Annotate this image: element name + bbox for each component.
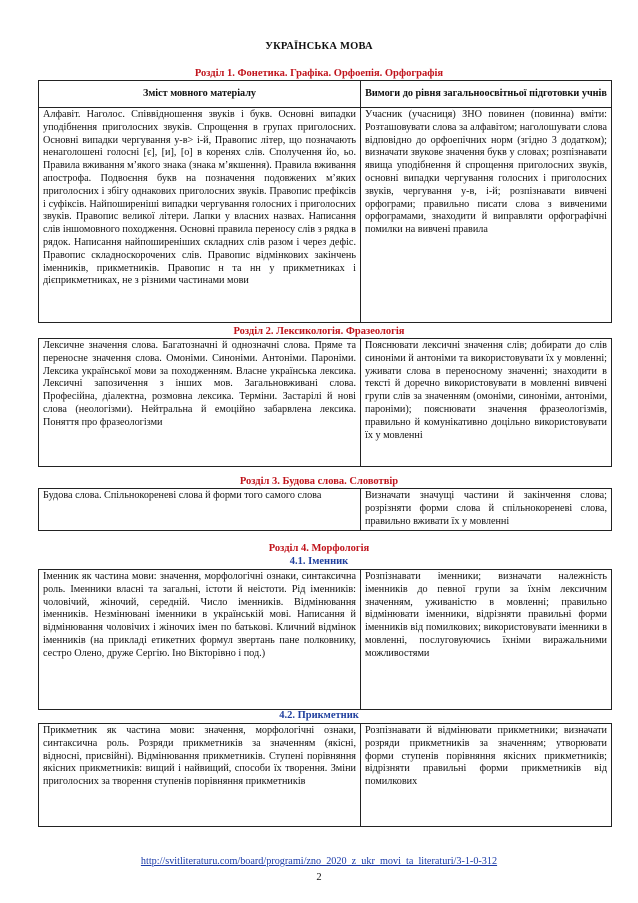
section-3-title: Розділ 3. Будова слова. Словотвір: [239, 476, 399, 487]
table-row: [39, 108, 612, 323]
section-3-table: [38, 488, 612, 531]
section-1-title: Розділ 1. Фонетика. Графіка. Орфоепія. Орфографія: [194, 68, 444, 79]
table-row: [39, 489, 612, 531]
table-row: [39, 339, 612, 467]
subsection-4-2-title: 4.2. Прикметник: [279, 710, 359, 721]
section-1-requirements: Учасник (учасниця) ЗНО повинен (повинна) вміти: Розташовувати слова за алфавітом; наголошувати слова відповідно до орфоепічних норм (згідно 3 додатком); визначати звукове значення букв у словах; розпізнавати явища уподібнення й спрощення приголосних звуків, основні випадки чергування голосних і приголосних звуків, чергування у-в, і-й; розпізнавати вивчені орфограми; правильно писати слова з вивченими орфограмами, знаходити й виправляти орфографічні помилки на вивчені правила: [361, 108, 612, 323]
section-1-table: [38, 80, 612, 323]
section-3-content: Будова слова. Спільнокореневі слова й форми того самого слова: [39, 489, 361, 531]
page-number: 2: [316, 872, 322, 883]
source-link[interactable]: http://svitliteraturu.com/board/programi/zno_2020_z_ukr_movi_ta_literaturi/3-1-0-312: [140, 856, 498, 867]
section-1-content: Алфавіт. Наголос. Співвідношення звуків і букв. Основні випадки уподібнення приголосних звуків. Спрощення в групах приголосних. Основні випадки чергування у-в> і-й, Правопис літер, що позначають ненаголошені голосні [є], [и], [о] в коренях слів. Сполучення йо, ьо. Правила вживання м’якого знака (знака м’якшення). Правила вживання апострофа. Подвоєння букв на позначення подовжених м’яких приголосних і збігу однакових приголосних звуків. Правопис префіксів і суфіксів. Найпоширеніші випадки чергування голосних і приголосних звуків. Правопис великої літери. Лапки у власних назвах. Написання слів іншомовного походження. Основні правила переносу слів з рядка в рядок. Написання найпоширеніших складних слів разом і через дефіс. Правопис складноскорочених слів. Правопис відмінкових закінчень іменників, прикметників. Правопис н та нн у прикметниках і дієприкметниках, не з різними частинами мови: [39, 108, 361, 323]
table-row: [39, 570, 612, 710]
table-row: [39, 724, 612, 827]
section-2-requirements: Пояснювати лексичні значення слів; добирати до слів синоніми й антоніми та використовувати їх у мовленні; уживати слова в переносному значенні; знаходити в тексті й доречно використовувати в мовленні вивчені групи слів за значенням (омоніми, синоніми, антоніми, пароніми); пояснювати значення фразеологізмів, правильно й комунікативно доцільно використовувати їх у мовленні: [361, 339, 612, 467]
section-4-2-table: [38, 723, 612, 827]
section-4-1-requirements: Розпізнавати іменники; визначати належність іменників до певної групи за їхнім лексичним значенням, уживаністю в мовленні; правильно відмінювати іменники, відрізняти правильні форми іменників від помилкових; використовувати іменники в мовленні, послуговуючись їхніми виражальними можливостями: [361, 570, 612, 710]
section-2-title: Розділ 2. Лексикологія. Фразеологія: [233, 326, 405, 337]
section-4-1-content: Іменник як частина мови: значення, морфологічні ознаки, синтаксична роль. Іменники власні та загальні, істоти й неістоти. Рід іменників: чоловічий, жіночий, середній. Число іменників. Відмінювання іменників. Незмінювані іменники в українській мові. Написання й відмінювання чоловічих і жіночих імен по батькові. Кличний відмінок іменників (на прикладі етикетних формул звертань пане полковнику, сестро Олено, друже Сергію. Іно Вікторівно і под.): [39, 570, 361, 710]
section-4-2-content: Прикметник як частина мови: значення, морфологічні ознаки, синтаксична роль. Розряди прикметників за значенням (якісні, відносні, присвійні). Відмінювання прикметників. Ступені порівняння якісних прикметників: вищий і найвищий, способи їх творення. Зміни приголосних за творення ступенів порівняння прикметників: [39, 724, 361, 827]
header-requirements: Вимоги до рівня загальноосвітньої підготовки учнів: [361, 81, 612, 108]
table-header-row: [39, 81, 612, 108]
section-4-1-table: [38, 569, 612, 710]
header-content: Зміст мовного матеріалу: [39, 81, 361, 108]
document-title: УКРАЇНСЬКА МОВА: [265, 41, 373, 52]
subsection-4-1-title: 4.1. Іменник: [289, 556, 349, 567]
section-3-requirements: Визначати значущі частини й закінчення слова; розрізняти форми слова й спільнокореневі слова, правильно вживати їх у мовленні: [361, 489, 612, 531]
section-2-table: [38, 338, 612, 467]
section-4-title: Розділ 4. Морфологія: [268, 543, 370, 554]
section-2-content: Лексичне значення слова. Багатозначні й однозначні слова. Пряме та переносне значення слова. Омоніми. Синоніми. Антоніми. Пароніми. Лексика української мови за походженням. Власне українська лексика. Лексичні запозичення з інших мов. Загальновживані слова. Професійна, діалектна, розмовна лексика. Терміни. Застарілі й нові слова (неологізми). Нейтральна й емоційно забарвлена лексика. Поняття про фразеологізми: [39, 339, 361, 467]
section-4-2-requirements: Розпізнавати й відмінювати прикметники; визначати розряди прикметників за значенням; утворювати форми ступенів порівняння якісних прикметників; відрізняти правильні форми прикметників від помилкових: [361, 724, 612, 827]
